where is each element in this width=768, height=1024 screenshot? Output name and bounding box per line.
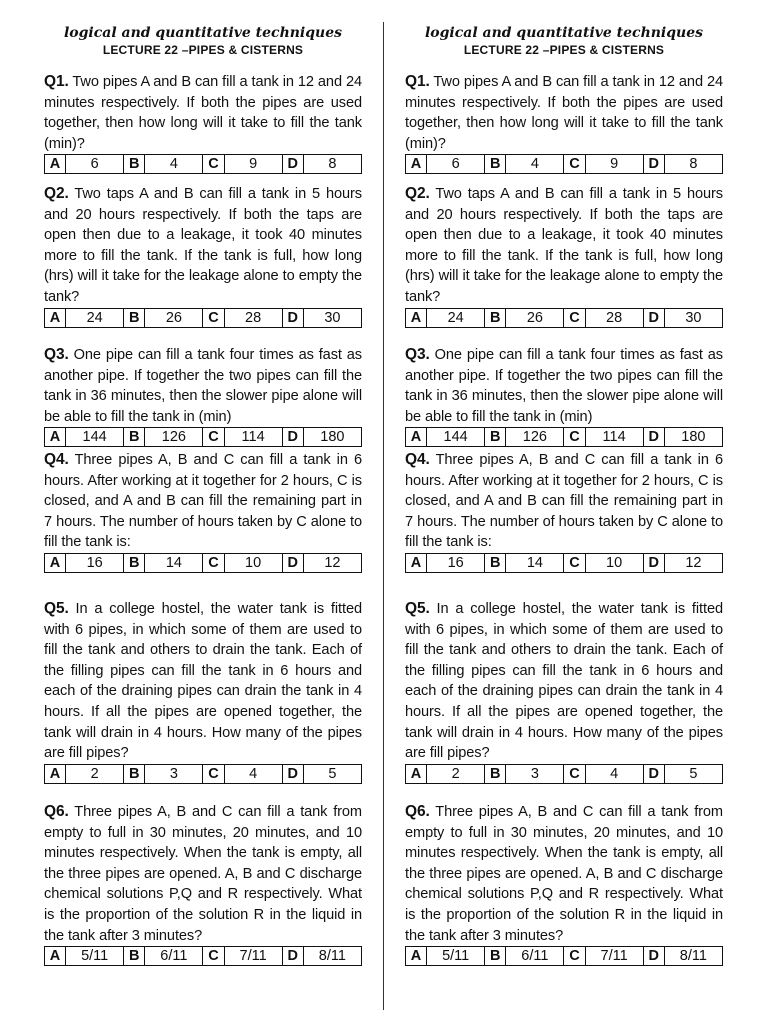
option-value-c: 7/11 — [224, 947, 282, 966]
options-row — [45, 155, 362, 174]
question-body: Two pipes A and B can fill a tank in 12 and 24 minutes respectively. If both the pipes are used together, then how long will it take to fill the tank (min)? — [405, 74, 723, 152]
question-number: Q2. — [405, 185, 430, 202]
question-6 — [44, 802, 362, 966]
question-text — [405, 184, 723, 308]
option-value-d: 12 — [664, 553, 722, 572]
option-letter-b: B — [124, 155, 145, 174]
question-body: Three pipes A, B and C can fill a tank from empty to full in 30 minutes, 20 minutes, and 10 minutes respectively. When the tank is empty, all the three pipes are opened. A, B and C discharge chemical solutions P,Q and R respectively. What is the proportion of the solution R in the liquid in the tank after 3 minutes? — [405, 804, 723, 944]
option-value-c: 4 — [585, 764, 643, 783]
question-text — [405, 72, 723, 154]
option-letter-d: D — [643, 764, 664, 783]
question-4 — [405, 450, 723, 573]
option-letter-c: C — [203, 155, 224, 174]
question-1 — [44, 72, 362, 174]
question-number: Q3. — [405, 346, 430, 363]
question-body: One pipe can fill a tank four times as fast as another pipe. If together the two pipes can fill the tank in 36 minutes, then the slower pipe alone will be able to fill the tank in (min) — [44, 347, 362, 425]
question-number: Q1. — [44, 73, 69, 90]
option-value-b: 6/11 — [145, 947, 203, 966]
question-5 — [44, 599, 362, 784]
options-row — [406, 428, 723, 447]
question-text — [405, 450, 723, 553]
options-row — [406, 308, 723, 327]
option-value-d: 30 — [303, 308, 361, 327]
option-letter-d: D — [282, 428, 303, 447]
question-2 — [44, 184, 362, 328]
options-table — [44, 154, 362, 174]
question-text — [44, 802, 362, 946]
option-value-a: 6 — [66, 155, 124, 174]
question-number: Q6. — [405, 803, 430, 820]
option-value-c: 10 — [224, 553, 282, 572]
column-divider — [383, 22, 384, 1010]
question-3 — [405, 345, 723, 447]
option-letter-b: B — [124, 553, 145, 572]
question-text — [44, 184, 362, 308]
option-letter-c: C — [564, 428, 585, 447]
question-text — [405, 802, 723, 946]
question-text — [405, 599, 723, 764]
options-row — [406, 947, 723, 966]
options-table — [44, 553, 362, 573]
option-value-a: 6 — [427, 155, 485, 174]
option-letter-d: D — [643, 308, 664, 327]
option-value-d: 8 — [664, 155, 722, 174]
option-letter-b: B — [124, 428, 145, 447]
option-letter-d: D — [643, 553, 664, 572]
option-value-a: 5/11 — [66, 947, 124, 966]
option-value-d: 12 — [303, 553, 361, 572]
option-value-d: 8/11 — [303, 947, 361, 966]
question-body: One pipe can fill a tank four times as fast as another pipe. If together the two pipes can fill the tank in 36 minutes, then the slower pipe alone will be able to fill the tank in (min) — [405, 347, 723, 425]
option-letter-a: A — [45, 553, 66, 572]
option-value-b: 126 — [506, 428, 564, 447]
question-text — [44, 345, 362, 427]
option-letter-d: D — [282, 947, 303, 966]
right-column — [405, 24, 723, 965]
option-value-b: 4 — [506, 155, 564, 174]
option-value-d: 5 — [303, 764, 361, 783]
question-6 — [405, 802, 723, 966]
option-value-b: 4 — [145, 155, 203, 174]
option-value-a: 2 — [427, 764, 485, 783]
option-letter-d: D — [282, 308, 303, 327]
option-letter-b: B — [124, 308, 145, 327]
question-text — [44, 599, 362, 764]
subject-title: logical and quantitative techniques — [424, 25, 704, 41]
option-letter-d: D — [643, 947, 664, 966]
question-3 — [44, 345, 362, 447]
question-2 — [405, 184, 723, 328]
page-header — [44, 24, 362, 58]
question-number: Q2. — [44, 185, 69, 202]
option-value-c: 28 — [585, 308, 643, 327]
option-letter-b: B — [485, 553, 506, 572]
option-letter-d: D — [282, 553, 303, 572]
question-4 — [44, 450, 362, 573]
option-value-a: 16 — [66, 553, 124, 572]
option-letter-c: C — [564, 764, 585, 783]
option-letter-d: D — [282, 764, 303, 783]
option-letter-b: B — [485, 155, 506, 174]
option-value-c: 9 — [585, 155, 643, 174]
options-row — [45, 553, 362, 572]
page-header — [405, 24, 723, 58]
left-column — [44, 24, 362, 965]
question-body: In a college hostel, the water tank is fitted with 6 pipes, in which some of them are used to fill the tank and others to drain the tank. Each of the filling pipes can fill the tank in 6 hours and each of the draining pipes can drain the tank in 4 hours. If all the pipes are opened together, the tank will drain in 4 hours. How many of the pipes are fill pipes? — [405, 601, 723, 762]
option-letter-c: C — [203, 764, 224, 783]
option-value-b: 126 — [145, 428, 203, 447]
option-value-a: 144 — [427, 428, 485, 447]
lecture-title: LECTURE 22 –PIPES & CISTERNS — [463, 43, 665, 57]
option-letter-b: B — [124, 947, 145, 966]
option-value-a: 24 — [66, 308, 124, 327]
option-value-c: 114 — [585, 428, 643, 447]
option-value-b: 26 — [145, 308, 203, 327]
option-letter-a: A — [406, 764, 427, 783]
option-letter-c: C — [564, 308, 585, 327]
option-letter-c: C — [564, 155, 585, 174]
option-value-c: 4 — [224, 764, 282, 783]
question-body: Three pipes A, B and C can fill a tank from empty to full in 30 minutes, 20 minutes, and 10 minutes respectively. When the tank is empty, all the three pipes are opened. A, B and C discharge chemical solutions P,Q and R respectively. What is the proportion of the solution R in the liquid in the tank after 3 minutes? — [44, 804, 362, 944]
question-body: Two pipes A and B can fill a tank in 12 and 24 minutes respectively. If both the pipes are used together, then how long will it take to fill the tank (min)? — [44, 74, 362, 152]
option-value-d: 180 — [303, 428, 361, 447]
option-letter-a: A — [45, 764, 66, 783]
option-letter-d: D — [643, 428, 664, 447]
option-letter-b: B — [124, 764, 145, 783]
question-1 — [405, 72, 723, 174]
option-value-b: 3 — [506, 764, 564, 783]
option-value-b: 26 — [506, 308, 564, 327]
option-value-d: 180 — [664, 428, 722, 447]
option-value-a: 24 — [427, 308, 485, 327]
option-letter-c: C — [203, 308, 224, 327]
option-value-c: 114 — [224, 428, 282, 447]
option-value-b: 6/11 — [506, 947, 564, 966]
option-letter-c: C — [203, 428, 224, 447]
options-row — [406, 155, 723, 174]
options-table — [44, 764, 362, 784]
option-value-b: 14 — [145, 553, 203, 572]
options-table — [405, 553, 723, 573]
question-text — [44, 72, 362, 154]
option-letter-a: A — [406, 155, 427, 174]
option-value-d: 30 — [664, 308, 722, 327]
subject-title: logical and quantitative techniques — [63, 25, 343, 41]
option-value-a: 144 — [66, 428, 124, 447]
option-letter-c: C — [564, 947, 585, 966]
question-number: Q3. — [44, 346, 69, 363]
option-letter-a: A — [406, 947, 427, 966]
options-row — [45, 764, 362, 783]
question-number: Q5. — [44, 600, 69, 617]
question-number: Q5. — [405, 600, 430, 617]
question-body: In a college hostel, the water tank is fitted with 6 pipes, in which some of them are used to fill the tank and others to drain the tank. Each of the filling pipes can fill the tank in 6 hours and each of the draining pipes can drain the tank in 4 hours. If all the pipes are opened together, the tank will drain in 4 hours. How many of the pipes are fill pipes? — [44, 601, 362, 762]
option-letter-d: D — [643, 155, 664, 174]
options-row — [406, 553, 723, 572]
option-value-a: 2 — [66, 764, 124, 783]
option-value-b: 3 — [145, 764, 203, 783]
option-value-d: 5 — [664, 764, 722, 783]
options-row — [45, 947, 362, 966]
option-value-c: 10 — [585, 553, 643, 572]
options-table — [405, 154, 723, 174]
option-letter-b: B — [485, 947, 506, 966]
options-table — [405, 427, 723, 447]
option-letter-c: C — [203, 553, 224, 572]
option-letter-c: C — [203, 947, 224, 966]
option-value-d: 8 — [303, 155, 361, 174]
lecture-title: LECTURE 22 –PIPES & CISTERNS — [102, 43, 304, 57]
options-table — [405, 764, 723, 784]
options-table — [44, 427, 362, 447]
option-letter-a: A — [406, 308, 427, 327]
option-value-d: 8/11 — [664, 947, 722, 966]
options-table — [44, 308, 362, 328]
question-text — [405, 345, 723, 427]
option-letter-b: B — [485, 764, 506, 783]
option-value-c: 7/11 — [585, 947, 643, 966]
option-letter-b: B — [485, 308, 506, 327]
question-body: Three pipes A, B and C can fill a tank in 6 hours. After working at it together for 2 hours, C is closed, and A and B can fill the remaining part in 7 hours. The number of hours taken by C alone to fill the tank is: — [44, 452, 362, 551]
question-body: Two taps A and B can fill a tank in 5 hours and 20 hours respectively. If both the taps are open then due to a leakage, it took 40 minutes more to fill the tank. If the tank is full, how long (hrs) will it take for the leakage alone to empty the tank? — [44, 186, 362, 305]
options-table — [405, 308, 723, 328]
options-row — [45, 428, 362, 447]
question-body: Two taps A and B can fill a tank in 5 hours and 20 hours respectively. If both the taps are open then due to a leakage, it took 40 minutes more to fill the tank. If the tank is full, how long (hrs) will it take for the leakage alone to empty the tank? — [405, 186, 723, 305]
options-table — [405, 946, 723, 966]
question-number: Q6. — [44, 803, 69, 820]
option-letter-a: A — [406, 553, 427, 572]
option-letter-a: A — [45, 428, 66, 447]
option-letter-a: A — [406, 428, 427, 447]
option-letter-a: A — [45, 155, 66, 174]
question-5 — [405, 599, 723, 784]
question-number: Q4. — [44, 451, 69, 468]
option-letter-d: D — [282, 155, 303, 174]
option-value-a: 5/11 — [427, 947, 485, 966]
question-text — [44, 450, 362, 553]
option-value-a: 16 — [427, 553, 485, 572]
option-value-c: 28 — [224, 308, 282, 327]
options-row — [45, 308, 362, 327]
option-letter-b: B — [485, 428, 506, 447]
options-table — [44, 946, 362, 966]
option-letter-c: C — [564, 553, 585, 572]
option-letter-a: A — [45, 308, 66, 327]
question-number: Q4. — [405, 451, 430, 468]
options-row — [406, 764, 723, 783]
option-letter-a: A — [45, 947, 66, 966]
question-body: Three pipes A, B and C can fill a tank in 6 hours. After working at it together for 2 hours, C is closed, and A and B can fill the remaining part in 7 hours. The number of hours taken by C alone to fill the tank is: — [405, 452, 723, 551]
question-number: Q1. — [405, 73, 430, 90]
option-value-b: 14 — [506, 553, 564, 572]
option-value-c: 9 — [224, 155, 282, 174]
